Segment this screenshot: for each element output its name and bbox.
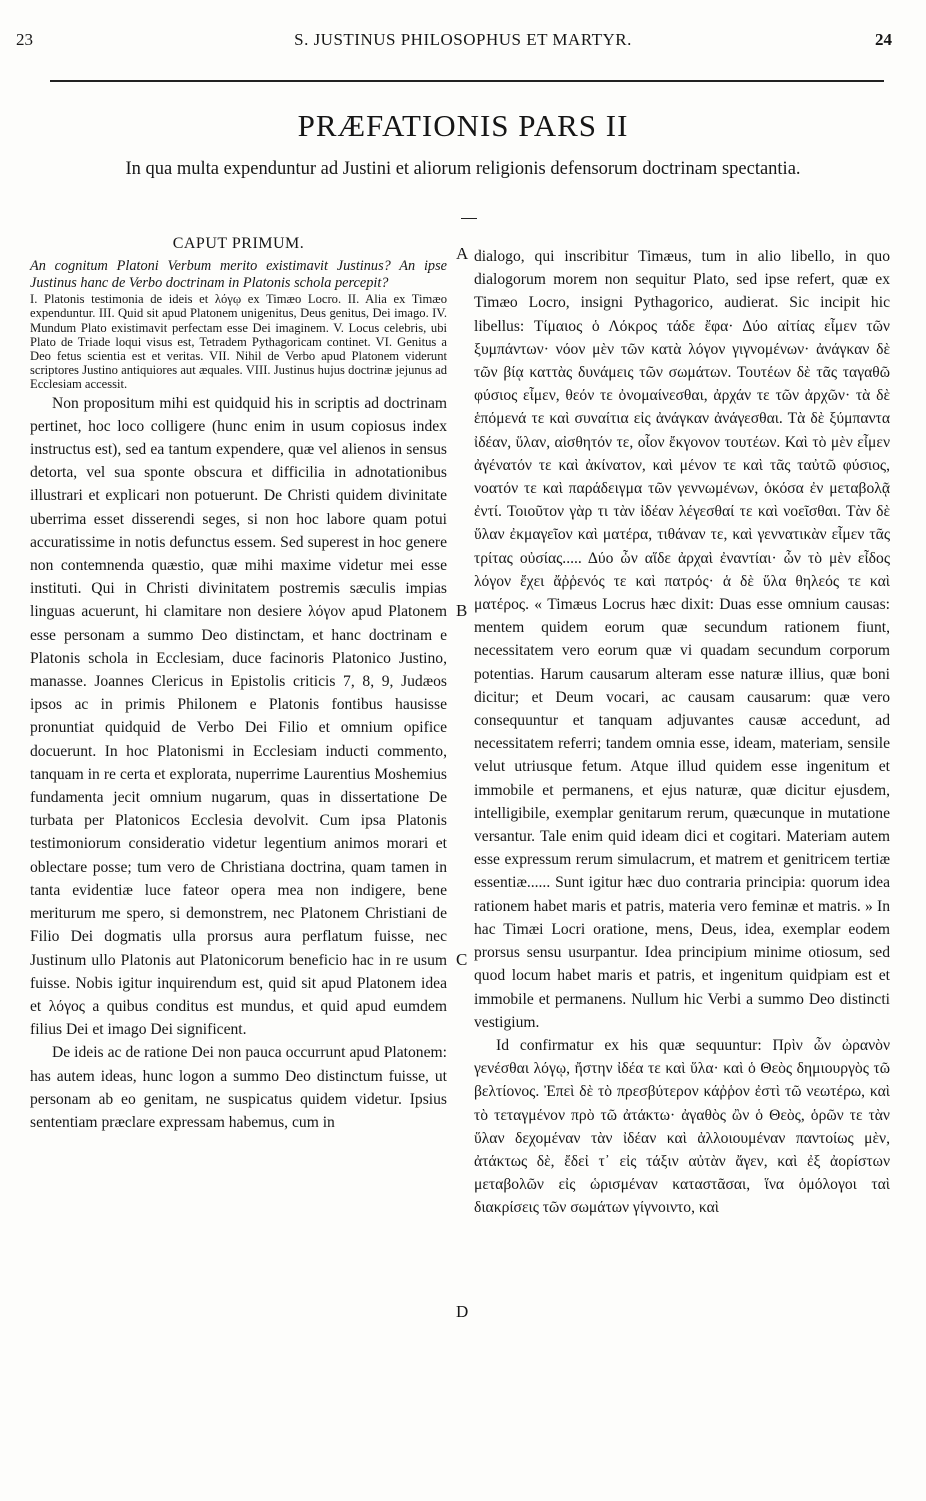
running-title: S. JUSTINUS PHILOSOPHUS ET MARTYR.	[294, 30, 632, 49]
margin-marker-b: B	[456, 601, 468, 620]
page-number-left: 23	[16, 30, 33, 49]
body-paragraph: Id confirmatur ex his quæ sequuntur: Πρὶν ὦν ὠρανὸν γενέσθαι λόγῳ, ἤστην ἰδέα τε καὶ ὕλα· καὶ ὁ Θεὸς δημιουργὸς τῶ βελτίονος. Ἐπεὶ δὲ τὸ πρεσβύτερον κάῤῥον ἐστὶ τῶ νεωτέρω, καὶ τὸ τεταγμένον πρὸ τῶ ἀτάκτω· ἀγαθὸς ὢν ὁ Θεὸς, ὁρῶν τε τὰν ὕλαν δεχομέναν τὰν ἰδέαν καὶ ἀλλοιουμέναν παντοίως μὲν, ἀτάκτως δὲ, ἔδεἰ τ᾽ εἰς τάξιν αὐτὰν ἄγεν, καὶ ἐξ ἀορίστων μεταβολῶν εἰς ὡρισμέναν καταστᾶσαι, ἵνα ὁμόλογοι ταὶ διακρίσεις τῶν σωμάτων γίγνοιντο, καὶ	[474, 1036, 890, 1217]
margin-marker-a: A	[456, 244, 469, 263]
page-number-right: 24	[875, 30, 892, 49]
body-paragraph: Non propositum mihi est quidquid his in scriptis ad doctrinam pertinet, hoc loco colligere (hunc enim in usum copiosus index instructus est), sed ea tantum expendere, quæ vel alienos in sensus detorta, vel sua sponte obscura et difficilia in adnotationibus illustrari et explicari non potuerunt. De Christi quidem divinitate uberrima esset disserendi seges, si non hoc labore quam potui accuratissime in notis defunctus essem. Sed superest in hoc genere non contemnenda quæstio, quæ mihi maxime videtur mei esse instituti. Qui in Christi divinitatem postremis sæculis impias linguas acuerunt, hi clamitare non desiere λόγον apud Platonem esse personam a summo Deo distinctam, et hanc doctrinam e Platonis schola in Ecclesiam, duce facinoris Platonico Justino, manasse. Joannes Clericus in Epistolis criticis 7, 8, 9, Judæos ipsos ac in primis Philonem e Platonis fontibus hausisse pronuntiat quidquid de Verbo Dei Filio et omnium opifice docuerunt. In hoc Platonismi in Ecclesiam inducti commento, tanquam in re certa et explorata, nuperrime Laurentius Moshemius fundamenta jecit omnium nugarum, quas in dissertatione De turbata per Platonicos Ecclesia devolvit. Cum ipsa Platonis testimoniorum consideratio videtur legentium animos morari et oblectare posse; tum vero de Christiana doctrina, quam tamen in tanta evidentiæ luce fateor opera mea non indigere, bene meriturum me spero, si demonstrem, nec Platonem Christiani de Filio Dei dogmatis ulla prorsus aura perflatum fuisse, nec Justinum ullo Platonis aut Platonicorum beneficio hac in re usum fuisse. Nobis igitur inquirendum est, quid sit apud Platonem idea et λόγος a quibus conditus est mundus, et quid apud eumdem filius Dei et imago Dei significent.	[30, 394, 447, 1039]
left-column	[30, 232, 447, 1134]
header-rule	[50, 80, 884, 82]
page-header	[0, 30, 926, 58]
chapter-heading: CAPUT PRIMUM.	[172, 235, 305, 252]
separator-dash	[461, 218, 477, 219]
margin-marker-c: C	[456, 950, 468, 969]
body-paragraph: dialogo, qui inscribitur Timæus, tum in alio libello, in quo dialogorum morem non sequitur Plato, sed ipse refert, quæ ex Timæo Locro, insigni Pythagorico, audierat. Sic incipit hic libellus: Τίμαιος ὁ Λόκρος τάδε ἔφα· Δύο αἰτίας εἶμεν τῶν ξυμπάντων· νόον μὲν τῶν κατὰ λόγον γιγνομένων· ἀνάγκαν δὲ τῶν βίᾳ καττὰς δυνάμεις τῶν σωμάτων. Τουτέων δὲ τᾶς ταγαθῶ φύσιος εἶμεν, θεόν τε ὀνομαίνεσθαι, ἀρχάν τε τῶν ἀρχῶν· τὰ δὲ ἑπόμενά τε καὶ συναίτια εἰς ἀνάγκαν ἀνάγεσθαι. Τὰ δὲ ξύμπαντα ἰδέαν, ὕλαν, αἰσθητόν τε, οἷον ἔκγονον τουτέων. Καὶ τὸ μὲν εἶμεν ἀγένατόν τε καὶ ἀκίνατον, καὶ μένον τε καὶ τᾶς ταὐτῶ φύσιος, νοατόν τε καὶ παράδειγμα τῶν γεννωμένων, ὁκόσα ἐν μεταβολᾷ ἐντί. Τοιοῦτον γὰρ τι τὰν ἰδέαν λέγεσθαί τε καὶ νοεῖσθαι. Τὰν δὲ ὕλαν ἐκμαγεῖον καὶ ματέρα, τιθάναν τε, καὶ γεννατικὰν εἶμεν τᾶς τρίτας οὐσίας..... Δύο ὦν αἵδε ἀρχαὶ ἐναντίαι· ὧν τὸ μὲν εἶδος λόγον ἔχει ἄῤῥενός τε καὶ πατρός· ἁ δὲ ὕλα θηλεός τε καὶ ματέρος. « Timæus Locrus hæc dixit: Duas esse omnium causas: mentem quidem eorum quæ secundum rationem fiunt, necessitatem vero eorum quæ vi quadam secundum corporum potentias. Harum causarum alteram esse naturæ illius, quæ boni dicitur; et Deum vocari, ac causam causarum: quæ vero consequuntur et tanquam adjuvantes causæ accedunt, ad necessitatem referri; tandem omnia esse, ideam, materiam, sensile velut utriusque fetum. Atque illud quidem esse ingenitum et immobile et permanens, et ejus naturæ, quæ dicitur ejusdem, intelligibile, exemplar genitarum rerum, quæcunque in mutatione versantur. Tale enim quid ideam dici et cogitari. Materiam autem esse expressum rerum simulacrum, et matrem et genitricem tertiæ essentiæ...... Sunt igitur hæc duo contraria principia: quorum idea rationem habet maris et patris, materia vero feminæ et matris. » In hac Timæi Locri oratione, mens, Deus, idea, exemplar eodem prorsus sensu usurpantur. Idea principium minime otiosum, sed quod locum habet maris et patris, et ingenitum quidpiam est et immobile et permanens. Nullum hic Verbi a summo Deo distincti vestigium.	[474, 248, 890, 1031]
section-subtitle: In qua multa expenduntur ad Justini et aliorum religionis defensorum doctrinam spectantia.	[125, 159, 801, 179]
body-paragraph: De ideis ac de ratione Dei non pauca occurrunt apud Platonem: has autem ideas, hunc logon a summo Deo distinctum fuisse, ut personam ab eo genitam, ne suspicatus quidem videtur. Ipsius sententiam præclare expressam habemus, cum in	[30, 1044, 447, 1131]
section-title: PRÆFATIONIS PARS II	[297, 108, 629, 143]
chapter-question: An cognitum Platoni Verbum merito existimavit Justinus? An ipse Justinus hanc de Verbo doctrinam in Platonis schola percepit?	[30, 258, 447, 292]
right-column	[474, 245, 890, 1220]
chapter-summary: I. Platonis testimonia de ideis et λόγῳ ex Timæo Locro. II. Alia ex Timæo expenduntur. III. Quid sit apud Platonem unigenitus, Deus genitus, Dei imago. IV. Mundum Plato existimavit perfectam esse Dei imaginem. V. Locus celebris, ubi Plato de Triade loqui visus est, Tetradem Pythagoricam continet. VI. Genitus a Deo fetus scientia est et veritas. VII. Nihil de Verbo apud Platonem viderunt scriptores Justino antiquiores aut æquales. VIII. Justinus hujus doctrinæ jejunus ad Ecclesiam accessit.	[30, 292, 447, 392]
margin-marker-d: D	[456, 1302, 469, 1321]
